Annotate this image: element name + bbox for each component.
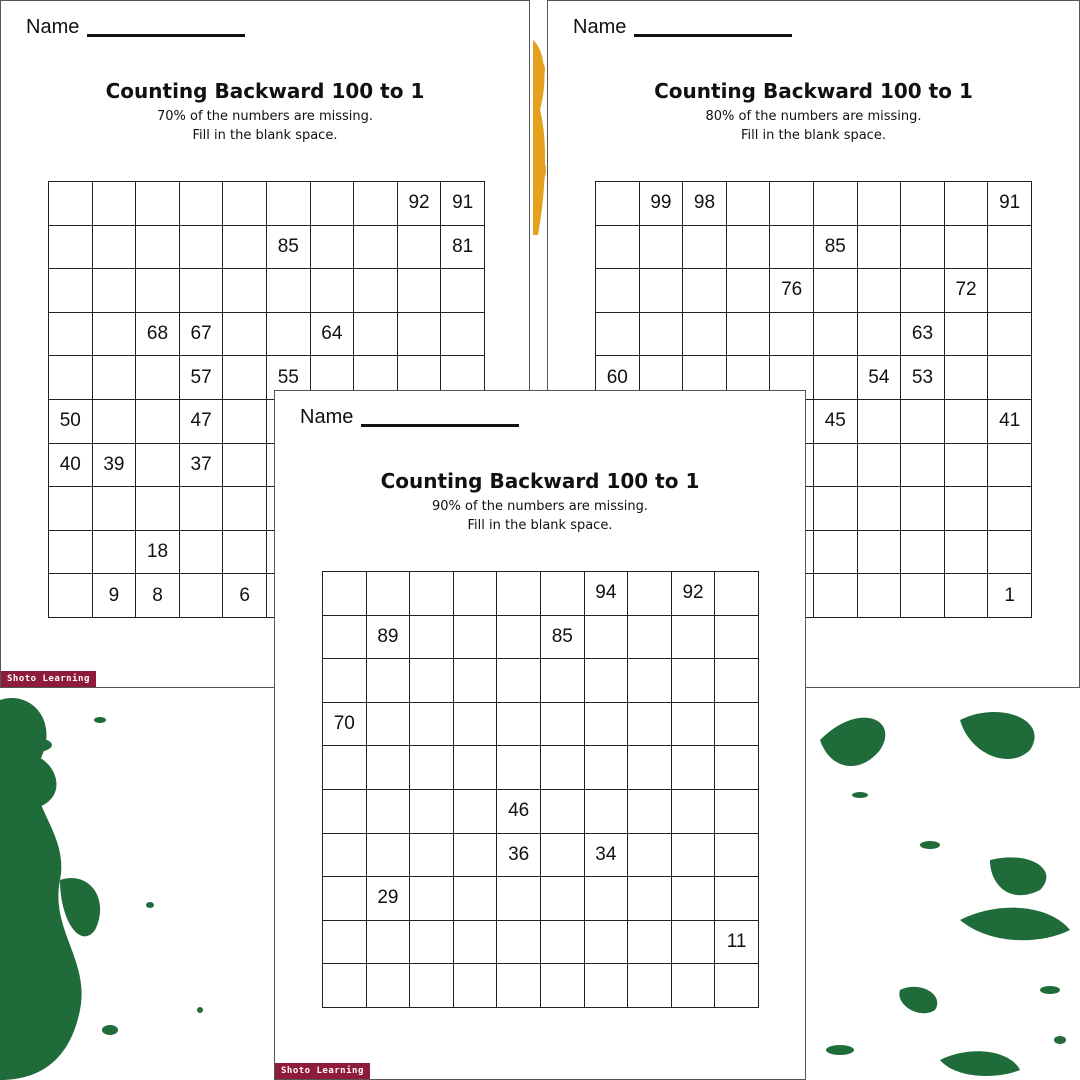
grid-cell-number: 11 — [715, 920, 759, 964]
grid-cell-blank[interactable] — [639, 312, 683, 356]
grid-cell-blank[interactable] — [223, 399, 267, 443]
grid-cell-blank[interactable] — [944, 530, 988, 574]
grid-cell-number: 6 — [223, 574, 267, 618]
grid-cell-blank[interactable] — [988, 312, 1032, 356]
grid-cell-blank[interactable] — [901, 574, 945, 618]
grid-cell-blank[interactable] — [683, 269, 727, 313]
grid-row — [323, 659, 759, 703]
grid-cell-blank[interactable] — [410, 746, 454, 790]
grid-cell-blank[interactable] — [223, 530, 267, 574]
grid-cell-blank[interactable] — [92, 530, 136, 574]
grid-cell-blank[interactable] — [410, 615, 454, 659]
grid-cell-blank[interactable] — [49, 182, 93, 226]
grid-cell-blank[interactable] — [770, 312, 814, 356]
grid-cell-blank[interactable] — [136, 399, 180, 443]
worksheet-instruction: Fill in the blank space. — [192, 128, 338, 143]
grid-row — [596, 312, 1032, 356]
grid-cell-blank[interactable] — [136, 443, 180, 487]
grid-cell-blank[interactable] — [323, 877, 367, 921]
grid-cell-number: 67 — [179, 312, 223, 356]
grid-cell-blank[interactable] — [179, 487, 223, 531]
grid-cell-blank[interactable] — [92, 487, 136, 531]
grid-cell-blank[interactable] — [901, 182, 945, 226]
grid-row — [49, 225, 485, 269]
grid-row — [596, 225, 1032, 269]
grid-cell-blank[interactable] — [497, 702, 541, 746]
grid-cell-blank[interactable] — [715, 833, 759, 877]
grid-cell-blank[interactable] — [497, 920, 541, 964]
grid-cell-blank[interactable] — [857, 269, 901, 313]
brand-badge: Shoto Learning — [1, 671, 96, 687]
grid-cell-number: 50 — [49, 399, 93, 443]
worksheet-title: Counting Backward 100 to 1 — [380, 469, 700, 493]
grid-cell-blank[interactable] — [136, 225, 180, 269]
grid-cell-blank[interactable] — [497, 746, 541, 790]
grid-cell-blank[interactable] — [323, 746, 367, 790]
grid-cell-blank[interactable] — [671, 964, 715, 1008]
grid-cell-blank[interactable] — [397, 312, 441, 356]
grid-row — [323, 572, 759, 616]
grid-cell-blank[interactable] — [944, 574, 988, 618]
grid-cell-blank[interactable] — [901, 269, 945, 313]
name-field — [300, 406, 519, 429]
grid-cell-blank[interactable] — [715, 702, 759, 746]
grid-cell-blank[interactable] — [410, 920, 454, 964]
grid-cell-number: 34 — [584, 833, 628, 877]
grid-cell-blank[interactable] — [497, 877, 541, 921]
grid-cell-blank[interactable] — [366, 572, 410, 616]
name-blank-line[interactable] — [634, 34, 792, 37]
grid-cell-blank[interactable] — [726, 312, 770, 356]
grid-cell-blank[interactable] — [944, 487, 988, 531]
grid-cell-number: 41 — [988, 399, 1032, 443]
grid-cell-blank[interactable] — [671, 920, 715, 964]
grid-cell-blank[interactable] — [179, 574, 223, 618]
grid-cell-blank[interactable] — [410, 659, 454, 703]
grid-cell-blank[interactable] — [366, 920, 410, 964]
grid-cell-blank[interactable] — [813, 574, 857, 618]
grid-cell-blank[interactable] — [323, 572, 367, 616]
grid-cell-blank[interactable] — [813, 487, 857, 531]
grid-cell-number: 46 — [497, 789, 541, 833]
grid-cell-blank[interactable] — [223, 356, 267, 400]
grid-cell-blank[interactable] — [628, 877, 672, 921]
grid-cell-blank[interactable] — [92, 182, 136, 226]
grid-row — [323, 877, 759, 921]
grid-cell-blank[interactable] — [92, 225, 136, 269]
grid-cell-blank[interactable] — [813, 312, 857, 356]
grid-cell-blank[interactable] — [223, 443, 267, 487]
grid-cell-blank[interactable] — [453, 920, 497, 964]
grid-cell-number: 68 — [136, 312, 180, 356]
grid-cell-number: 39 — [92, 443, 136, 487]
grid-cell-number: 94 — [584, 572, 628, 616]
name-field — [26, 16, 245, 39]
grid-cell-blank[interactable] — [49, 356, 93, 400]
grid-cell-blank[interactable] — [49, 574, 93, 618]
grid-cell-blank[interactable] — [323, 659, 367, 703]
grid-cell-number: 45 — [813, 399, 857, 443]
grid-cell-blank[interactable] — [540, 702, 584, 746]
grid-cell-blank[interactable] — [639, 225, 683, 269]
grid-cell-blank[interactable] — [497, 964, 541, 1008]
grid-cell-blank[interactable] — [857, 225, 901, 269]
grid-cell-blank[interactable] — [901, 487, 945, 531]
grid-cell-blank[interactable] — [584, 920, 628, 964]
grid-cell-number: 53 — [901, 356, 945, 400]
grid-cell-blank[interactable] — [540, 659, 584, 703]
grid-cell-blank[interactable] — [410, 572, 454, 616]
grid-cell-blank[interactable] — [223, 269, 267, 313]
grid-cell-number: 89 — [366, 615, 410, 659]
grid-cell-number: 29 — [366, 877, 410, 921]
grid-cell-number: 18 — [136, 530, 180, 574]
grid-cell-blank[interactable] — [857, 530, 901, 574]
grid-cell-number: 60 — [596, 356, 640, 400]
grid-cell-blank[interactable] — [136, 356, 180, 400]
grid-cell-blank[interactable] — [683, 312, 727, 356]
grid-row — [49, 269, 485, 313]
grid-cell-number: 98 — [683, 182, 727, 226]
grid-cell-blank[interactable] — [49, 269, 93, 313]
worksheet-subtitle: 90% of the numbers are missing. — [431, 499, 648, 514]
grid-cell-blank[interactable] — [410, 877, 454, 921]
name-label: Name — [573, 16, 627, 38]
grid-cell-blank[interactable] — [726, 182, 770, 226]
grid-cell-blank[interactable] — [671, 659, 715, 703]
grid-cell-blank[interactable] — [323, 920, 367, 964]
grid-cell-blank[interactable] — [540, 789, 584, 833]
grid-cell-blank[interactable] — [857, 443, 901, 487]
grid-cell-blank[interactable] — [671, 746, 715, 790]
grid-cell-blank[interactable] — [540, 920, 584, 964]
grid-cell-blank[interactable] — [628, 964, 672, 1008]
grid-cell-blank[interactable] — [596, 225, 640, 269]
grid-cell-blank[interactable] — [540, 877, 584, 921]
grid-cell-blank[interactable] — [988, 530, 1032, 574]
grid-cell-blank[interactable] — [453, 877, 497, 921]
grid-cell-number: 72 — [944, 269, 988, 313]
grid-cell-blank[interactable] — [354, 182, 398, 226]
grid-cell-blank[interactable] — [179, 530, 223, 574]
grid-cell-number: 70 — [323, 702, 367, 746]
grid-cell-blank[interactable] — [596, 312, 640, 356]
grid-cell-blank[interactable] — [266, 269, 310, 313]
worksheet-instruction: Fill in the blank space. — [741, 128, 886, 143]
grid-cell-blank[interactable] — [988, 269, 1032, 313]
number-grid — [322, 571, 759, 1008]
grid-cell-blank[interactable] — [366, 964, 410, 1008]
grid-cell-blank[interactable] — [813, 269, 857, 313]
grid-cell-blank[interactable] — [857, 574, 901, 618]
grid-cell-blank[interactable] — [584, 789, 628, 833]
grid-cell-blank[interactable] — [310, 225, 354, 269]
worksheet-90-percent — [274, 390, 806, 1080]
grid-cell-number: 64 — [310, 312, 354, 356]
grid-cell-blank[interactable] — [397, 269, 441, 313]
grid-cell-blank[interactable] — [770, 225, 814, 269]
grid-cell-blank[interactable] — [901, 399, 945, 443]
worksheet-title: Counting Backward 100 to 1 — [654, 79, 973, 103]
grid-cell-blank[interactable] — [453, 833, 497, 877]
grid-cell-blank[interactable] — [397, 225, 441, 269]
grid-cell-blank[interactable] — [441, 269, 485, 313]
name-field — [573, 16, 792, 39]
grid-cell-number: 81 — [441, 225, 485, 269]
grid-cell-blank[interactable] — [497, 659, 541, 703]
grid-cell-blank[interactable] — [813, 443, 857, 487]
grid-cell-blank[interactable] — [354, 225, 398, 269]
grid-cell-blank[interactable] — [628, 833, 672, 877]
grid-cell-blank[interactable] — [671, 833, 715, 877]
grid-cell-blank[interactable] — [49, 312, 93, 356]
grid-cell-number: 76 — [770, 269, 814, 313]
grid-cell-blank[interactable] — [410, 702, 454, 746]
grid-cell-number: 91 — [988, 182, 1032, 226]
grid-cell-number: 91 — [441, 182, 485, 226]
grid-cell-blank[interactable] — [179, 269, 223, 313]
name-label: Name — [300, 406, 354, 428]
grid-cell-number: 8 — [136, 574, 180, 618]
grid-cell-number: 63 — [901, 312, 945, 356]
grid-cell-blank[interactable] — [944, 312, 988, 356]
grid-cell-blank[interactable] — [310, 269, 354, 313]
grid-cell-blank[interactable] — [366, 833, 410, 877]
grid-cell-blank[interactable] — [49, 530, 93, 574]
grid-cell-blank[interactable] — [813, 182, 857, 226]
grid-row — [323, 702, 759, 746]
grid-cell-blank[interactable] — [628, 659, 672, 703]
worksheet-subtitle: 70% of the numbers are missing. — [156, 109, 373, 124]
grid-cell-blank[interactable] — [497, 572, 541, 616]
grid-cell-number: 85 — [813, 225, 857, 269]
grid-cell-blank[interactable] — [354, 269, 398, 313]
grid-cell-blank[interactable] — [223, 487, 267, 531]
grid-cell-blank[interactable] — [49, 225, 93, 269]
grid-row — [323, 789, 759, 833]
grid-cell-blank[interactable] — [671, 789, 715, 833]
grid-cell-blank[interactable] — [453, 964, 497, 1008]
grid-cell-blank[interactable] — [628, 615, 672, 659]
grid-cell-blank[interactable] — [223, 225, 267, 269]
grid-cell-blank[interactable] — [584, 702, 628, 746]
grid-cell-number: 92 — [671, 572, 715, 616]
grid-cell-blank[interactable] — [584, 964, 628, 1008]
grid-cell-number: 1 — [988, 574, 1032, 618]
grid-cell-blank[interactable] — [813, 356, 857, 400]
grid-cell-blank[interactable] — [901, 225, 945, 269]
grid-cell-number: 54 — [857, 356, 901, 400]
grid-cell-number: 9 — [92, 574, 136, 618]
grid-cell-blank[interactable] — [310, 182, 354, 226]
grid-cell-number: 37 — [179, 443, 223, 487]
grid-cell-blank[interactable] — [857, 182, 901, 226]
brand-badge: Shoto Learning — [275, 1063, 370, 1079]
grid-row — [596, 182, 1032, 226]
grid-row — [323, 615, 759, 659]
grid-cell-number: 85 — [540, 615, 584, 659]
grid-cell-blank[interactable] — [715, 877, 759, 921]
grid-cell-blank[interactable] — [628, 789, 672, 833]
grid-cell-blank[interactable] — [584, 615, 628, 659]
grid-cell-blank[interactable] — [857, 312, 901, 356]
grid-cell-blank[interactable] — [366, 789, 410, 833]
grid-cell-number: 57 — [179, 356, 223, 400]
grid-cell-number: 40 — [49, 443, 93, 487]
grid-cell-blank[interactable] — [497, 615, 541, 659]
grid-cell-blank[interactable] — [540, 572, 584, 616]
grid-cell-blank[interactable] — [628, 702, 672, 746]
name-label: Name — [26, 16, 80, 38]
grid-cell-blank[interactable] — [453, 789, 497, 833]
worksheet-title: Counting Backward 100 to 1 — [105, 79, 425, 103]
grid-cell-blank[interactable] — [453, 615, 497, 659]
grid-cell-blank[interactable] — [453, 572, 497, 616]
grid-cell-blank[interactable] — [323, 833, 367, 877]
grid-cell-blank[interactable] — [901, 530, 945, 574]
grid-cell-blank[interactable] — [944, 399, 988, 443]
grid-cell-blank[interactable] — [410, 833, 454, 877]
grid-cell-blank[interactable] — [671, 702, 715, 746]
grid-cell-blank[interactable] — [453, 659, 497, 703]
grid-cell-blank[interactable] — [671, 877, 715, 921]
grid-row — [323, 746, 759, 790]
grid-cell-blank[interactable] — [323, 615, 367, 659]
grid-cell-blank[interactable] — [683, 225, 727, 269]
grid-cell-blank[interactable] — [639, 269, 683, 313]
grid-cell-blank[interactable] — [223, 182, 267, 226]
grid-cell-blank[interactable] — [323, 964, 367, 1008]
grid-cell-blank[interactable] — [136, 487, 180, 531]
grid-cell-blank[interactable] — [540, 746, 584, 790]
grid-cell-blank[interactable] — [49, 487, 93, 531]
grid-cell-blank[interactable] — [366, 746, 410, 790]
grid-cell-number: 92 — [397, 182, 441, 226]
grid-cell-number: 99 — [639, 182, 683, 226]
grid-cell-blank[interactable] — [584, 746, 628, 790]
worksheet-instruction: Fill in the blank space. — [467, 518, 613, 533]
grid-cell-blank[interactable] — [92, 312, 136, 356]
grid-cell-blank[interactable] — [628, 572, 672, 616]
grid-cell-blank[interactable] — [726, 269, 770, 313]
grid-cell-blank[interactable] — [857, 487, 901, 531]
grid-cell-blank[interactable] — [584, 659, 628, 703]
grid-cell-blank[interactable] — [410, 789, 454, 833]
grid-cell-number: 47 — [179, 399, 223, 443]
grid-cell-blank[interactable] — [813, 530, 857, 574]
grid-row — [49, 312, 485, 356]
grid-cell-blank[interactable] — [671, 615, 715, 659]
name-blank-line[interactable] — [361, 424, 519, 427]
grid-cell-blank[interactable] — [596, 269, 640, 313]
grid-cell-blank[interactable] — [179, 182, 223, 226]
grid-cell-blank[interactable] — [323, 789, 367, 833]
grid-cell-blank[interactable] — [988, 225, 1032, 269]
grid-cell-blank[interactable] — [944, 225, 988, 269]
grid-cell-number: 36 — [497, 833, 541, 877]
grid-cell-blank[interactable] — [628, 920, 672, 964]
name-blank-line[interactable] — [87, 34, 245, 37]
worksheet-subtitle: 80% of the numbers are missing. — [705, 109, 922, 124]
grid-cell-blank[interactable] — [366, 702, 410, 746]
grid-row — [596, 269, 1032, 313]
grid-cell-blank[interactable] — [715, 964, 759, 1008]
grid-cell-blank[interactable] — [901, 443, 945, 487]
grid-cell-blank[interactable] — [136, 182, 180, 226]
grid-cell-number: 55 — [266, 356, 310, 400]
grid-cell-blank[interactable] — [715, 572, 759, 616]
grid-cell-blank[interactable] — [410, 964, 454, 1008]
grid-cell-blank[interactable] — [988, 356, 1032, 400]
grid-cell-blank[interactable] — [715, 659, 759, 703]
grid-cell-blank[interactable] — [715, 789, 759, 833]
grid-cell-blank[interactable] — [92, 399, 136, 443]
grid-row — [323, 964, 759, 1008]
grid-cell-blank[interactable] — [266, 312, 310, 356]
grid-cell-blank[interactable] — [944, 182, 988, 226]
grid-cell-blank[interactable] — [366, 659, 410, 703]
grid-cell-blank[interactable] — [715, 615, 759, 659]
grid-cell-blank[interactable] — [988, 443, 1032, 487]
grid-cell-blank[interactable] — [266, 182, 310, 226]
grid-row — [323, 920, 759, 964]
grid-cell-blank[interactable] — [726, 225, 770, 269]
grid-cell-blank[interactable] — [540, 833, 584, 877]
grid-cell-blank[interactable] — [453, 702, 497, 746]
grid-row — [323, 833, 759, 877]
grid-cell-blank[interactable] — [628, 746, 672, 790]
grid-cell-blank[interactable] — [540, 964, 584, 1008]
grid-cell-blank[interactable] — [857, 399, 901, 443]
grid-cell-blank[interactable] — [596, 182, 640, 226]
grid-cell-blank[interactable] — [944, 356, 988, 400]
grid-cell-blank[interactable] — [354, 312, 398, 356]
grid-cell-blank[interactable] — [223, 312, 267, 356]
grid-cell-blank[interactable] — [988, 487, 1032, 531]
grid-cell-number: 85 — [266, 225, 310, 269]
grid-cell-blank[interactable] — [715, 746, 759, 790]
grid-cell-blank[interactable] — [944, 443, 988, 487]
grid-cell-blank[interactable] — [441, 312, 485, 356]
grid-cell-blank[interactable] — [92, 269, 136, 313]
grid-cell-blank[interactable] — [136, 269, 180, 313]
grid-cell-blank[interactable] — [179, 225, 223, 269]
grid-cell-blank[interactable] — [92, 356, 136, 400]
grid-cell-blank[interactable] — [584, 877, 628, 921]
grid-cell-blank[interactable] — [453, 746, 497, 790]
grid-cell-blank[interactable] — [770, 182, 814, 226]
grid-row — [49, 182, 485, 226]
